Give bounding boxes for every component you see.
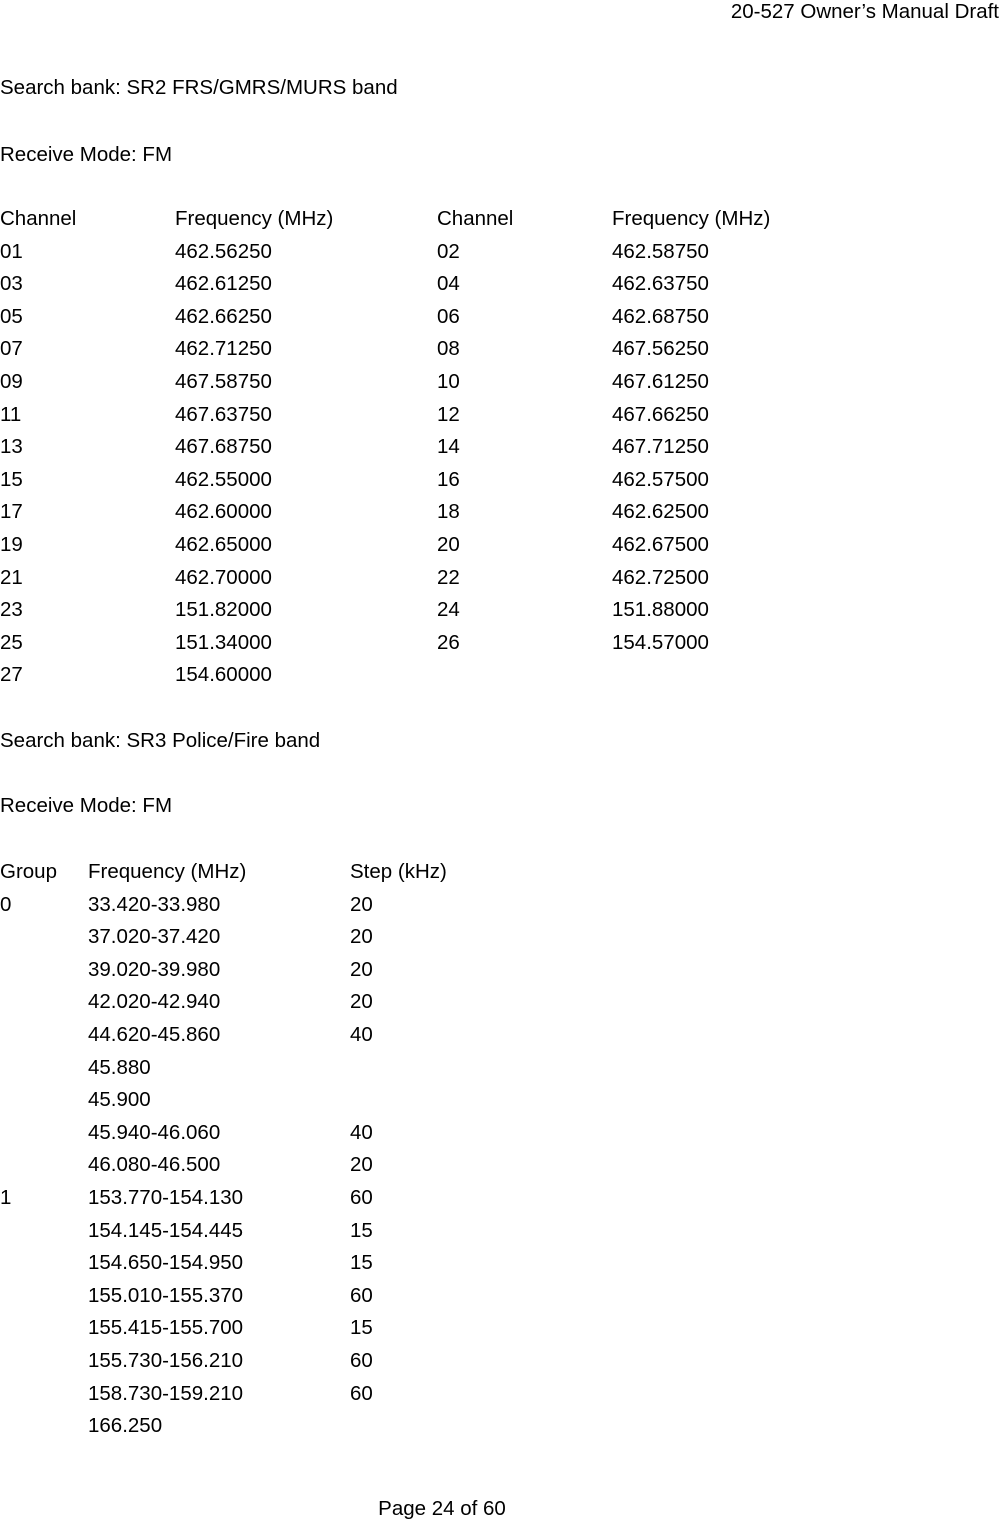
table-row: [0, 1284, 1001, 1308]
table-cell: 39.020-39.980: [88, 958, 221, 981]
column-header: Group: [0, 860, 57, 883]
table-row: [0, 1316, 1001, 1340]
table-cell: 22: [437, 566, 460, 589]
table-cell: 20: [350, 990, 373, 1013]
table-cell: 20: [350, 925, 373, 948]
table-cell: 462.58750: [612, 240, 709, 263]
table-row: [0, 240, 1001, 264]
table-cell: 02: [437, 240, 460, 263]
table-cell: 15: [350, 1219, 373, 1242]
table-cell: 42.020-42.940: [88, 990, 221, 1013]
table-cell: 155.010-155.370: [88, 1284, 244, 1307]
table-cell: 462.66250: [175, 305, 272, 328]
table-row: [0, 1023, 1001, 1047]
table-cell: 06: [437, 305, 460, 328]
table-cell: 14: [437, 435, 460, 458]
table-cell: 462.61250: [175, 272, 272, 295]
table-cell: 27: [0, 663, 23, 686]
column-header: Step (kHz): [350, 860, 447, 883]
table-cell: 60: [350, 1382, 373, 1405]
page-footer: Page 24 of 60: [378, 1497, 506, 1520]
table-cell: 46.080-46.500: [88, 1153, 221, 1176]
table-cell: 166.250: [88, 1414, 163, 1437]
table-row: [0, 1251, 1001, 1275]
table-row: [0, 631, 1001, 655]
sr2-receive-mode: Receive Mode: FM: [0, 143, 173, 166]
table-cell: 03: [0, 272, 23, 295]
table-cell: 10: [437, 370, 460, 393]
table-cell: 16: [437, 468, 460, 491]
table-cell: 11: [0, 403, 22, 426]
table-cell: 45.900: [88, 1088, 151, 1111]
table-cell: 15: [350, 1251, 373, 1274]
table-cell: 151.34000: [175, 631, 272, 654]
table-cell: 462.55000: [175, 468, 272, 491]
table-cell: 155.415-155.700: [88, 1316, 244, 1339]
table-cell: 467.68750: [175, 435, 272, 458]
table-row: [0, 1219, 1001, 1243]
table-header-row: [0, 207, 1001, 231]
table-cell: 151.88000: [612, 598, 709, 621]
table-row: [0, 990, 1001, 1014]
table-row: [0, 500, 1001, 524]
table-cell: 462.67500: [612, 533, 709, 556]
table-cell: 155.730-156.210: [88, 1349, 244, 1372]
table-cell: 462.60000: [175, 500, 272, 523]
table-cell: 462.65000: [175, 533, 272, 556]
table-row: [0, 1414, 1001, 1438]
table-cell: 37.020-37.420: [88, 925, 221, 948]
table-cell: 462.57500: [612, 468, 709, 491]
table-row: [0, 1056, 1001, 1080]
table-cell: 17: [0, 500, 23, 523]
column-header: Frequency (MHz): [88, 860, 247, 883]
table-cell: 467.58750: [175, 370, 272, 393]
table-row: [0, 1349, 1001, 1373]
table-cell: 40: [350, 1121, 373, 1144]
table-row: [0, 1153, 1001, 1177]
table-cell: 467.66250: [612, 403, 709, 426]
table-cell: 04: [437, 272, 460, 295]
table-cell: 158.730-159.210: [88, 1382, 244, 1405]
table-row: [0, 272, 1001, 296]
table-row: [0, 925, 1001, 949]
table-cell: 18: [437, 500, 460, 523]
sr3-receive-mode: Receive Mode: FM: [0, 794, 173, 817]
table-cell: 05: [0, 305, 23, 328]
table-cell: 26: [437, 631, 460, 654]
table-cell: 45.880: [88, 1056, 151, 1079]
table-cell: 40: [350, 1023, 373, 1046]
table-row: [0, 598, 1001, 622]
sr2-section-title: Search bank: SR2 FRS/GMRS/MURS band: [0, 76, 398, 99]
table-row: [0, 663, 1001, 687]
table-cell: 44.620-45.860: [88, 1023, 221, 1046]
table-row: [0, 468, 1001, 492]
column-header: Frequency (MHz): [612, 207, 771, 230]
table-row: [0, 337, 1001, 361]
table-cell: 153.770-154.130: [88, 1186, 244, 1209]
table-cell: 15: [350, 1316, 373, 1339]
table-cell: 23: [0, 598, 23, 621]
table-cell: 151.82000: [175, 598, 272, 621]
table-cell: 60: [350, 1284, 373, 1307]
table-cell: 154.145-154.445: [88, 1219, 244, 1242]
table-header-row: [0, 860, 1001, 884]
table-cell: 60: [350, 1186, 373, 1209]
table-row: [0, 893, 1001, 917]
table-cell: 12: [437, 403, 460, 426]
table-cell: 20: [350, 958, 373, 981]
table-cell: 15: [0, 468, 23, 491]
table-cell: 462.68750: [612, 305, 709, 328]
table-cell: 07: [0, 337, 23, 360]
table-row: [0, 305, 1001, 329]
table-cell: 20: [350, 893, 373, 916]
column-header: Channel: [437, 207, 514, 230]
table-cell: 462.72500: [612, 566, 709, 589]
table-cell: 467.61250: [612, 370, 709, 393]
table-cell: 21: [0, 566, 23, 589]
table-cell: 25: [0, 631, 23, 654]
table-cell: 1: [0, 1186, 12, 1209]
table-cell: 08: [437, 337, 460, 360]
table-cell: 20: [350, 1153, 373, 1176]
table-cell: 467.56250: [612, 337, 709, 360]
table-cell: 154.60000: [175, 663, 272, 686]
page-header: 20-527 Owner’s Manual Draft: [730, 0, 999, 23]
table-row: [0, 403, 1001, 427]
table-row: [0, 435, 1001, 459]
table-row: [0, 1121, 1001, 1145]
table-cell: 467.63750: [175, 403, 272, 426]
table-cell: 467.71250: [612, 435, 709, 458]
table-cell: 462.71250: [175, 337, 272, 360]
table-cell: 24: [437, 598, 460, 621]
table-cell: 462.63750: [612, 272, 709, 295]
table-cell: 0: [0, 893, 12, 916]
table-cell: 60: [350, 1349, 373, 1372]
table-row: [0, 370, 1001, 394]
table-cell: 154.650-154.950: [88, 1251, 244, 1274]
table-cell: 20: [437, 533, 460, 556]
sr3-section-title: Search bank: SR3 Police/Fire band: [0, 729, 321, 752]
table-cell: 19: [0, 533, 23, 556]
table-row: [0, 1186, 1001, 1210]
table-cell: 45.940-46.060: [88, 1121, 221, 1144]
table-row: [0, 958, 1001, 982]
table-row: [0, 566, 1001, 590]
table-cell: 462.70000: [175, 566, 272, 589]
table-cell: 09: [0, 370, 23, 393]
table-cell: 33.420-33.980: [88, 893, 221, 916]
table-cell: 154.57000: [612, 631, 709, 654]
table-cell: 01: [0, 240, 23, 263]
table-cell: 462.62500: [612, 500, 709, 523]
column-header: Channel: [0, 207, 77, 230]
table-row: [0, 533, 1001, 557]
table-cell: 13: [0, 435, 23, 458]
table-cell: 462.56250: [175, 240, 272, 263]
column-header: Frequency (MHz): [175, 207, 334, 230]
table-row: [0, 1088, 1001, 1112]
table-row: [0, 1382, 1001, 1406]
